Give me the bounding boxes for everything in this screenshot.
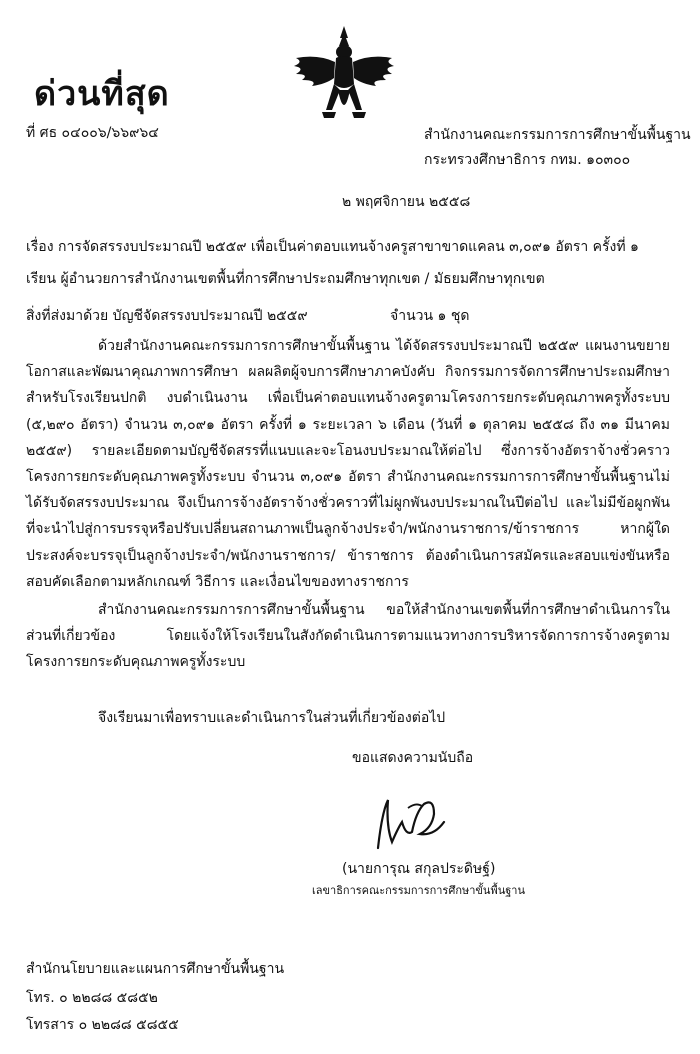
urgency-stamp: ด่วนที่สุด (34, 74, 170, 114)
telephone-number: โทร. ๐ ๒๒๘๘ ๕๘๕๒ (26, 990, 158, 1006)
enclosure-line: สิ่งที่ส่งมาด้วย บัญชีจัดสรรงบประมาณปี ๒๕๕๙ (26, 308, 308, 324)
body-paragraph-3: จึงเรียนมาเพื่อทราบและดำเนินการในส่วนที่เกี่ยวข้องต่อไป (98, 710, 446, 726)
body-paragraph-1: ด้วยสำนักงานคณะกรรมการการศึกษาขั้นพื้นฐาน ได้จัดสรรงบประมาณปี ๒๕๕๙ แผนงานขยายโอกาสและพัฒนาคุณภาพการศึกษา ผลผลิตผู้จบการศึกษาภาคบังคับ กิจกรรมการจัดการศึกษาประถมศึกษาสำหรับโรงเรียนปกติ งบดำเนินงาน เพื่อเป็นค่าตอบแทนจ้างครูตามโครงการยกระดับคุณภาพครูทั้งระบบ (๕,๒๙๐ อัตรา) จำนวน ๓,๐๙๑ อัตรา ครั้งที่ ๑ ระยะเวลา ๖ เดือน (วันที่ ๑ ตุลาคม ๒๕๕๘ ถึง ๓๑ มีนาคม ๒๕๕๙) รายละเอียดตามบัญชีจัดสรรที่แนบและจะโอนงบประมาณให้ต่อไป ซึ่งการจ้างอัตราจ้างชั่วคราวโครงการยกระดับคุณภาพครูทั้งระบบ จำนวน ๓,๐๙๑ อัตรา สำนักงานคณะกรรมการการศึกษาขั้นพื้นฐานไม่ได้รับจัดสรรงบประมาณ จึงเป็นการจ้างอัตราจ้างชั่วคราวที่ไม่ผูกพันงบประมาณในปีต่อไป และไม่มีข้อผูกพันที่จะนำไปสู่การบรรจุหรือปรับเปลี่ยนสถานภาพเป็นลูกจ้างประจำ/พนักงานราชการ/ข้าราชการ หากผู้ใดประสงค์จะบรรจุเป็นลูกจ้างประจำ/พนักงานราชการ/ ข้าราชการ ต้องดำเนินการสมัครและสอบแข่งขันหรือสอบคัดเลือกตามหลักเกณฑ์ วิธีการ และเงื่อนไขของทางราชการ (26, 338, 670, 590)
subject-line: เรื่อง การจัดสรรงบประมาณปี ๒๕๕๙ เพื่อเป็นค่าตอบแทนจ้างครูสาขาขาดแคลน ๓,๐๙๑ อัตรา ครั้งที่ ๑ (26, 239, 639, 255)
signatory-name: (นายการุณ สกุลประดิษฐ์) (342, 861, 496, 877)
signature-icon (372, 792, 452, 854)
garuda-emblem-icon (288, 24, 400, 126)
agency-name: สำนักงานคณะกรรมการการศึกษาขั้นพื้นฐาน (424, 127, 691, 143)
enclosure-quantity: จำนวน ๑ ชุด (390, 308, 470, 324)
document-number: ที่ ศธ ๐๔๐๐๖/๖๖๙๖๔ (26, 125, 159, 141)
issuing-office: สำนักนโยบายและแผนการศึกษาขั้นพื้นฐาน (26, 961, 285, 977)
body-paragraph-2: สำนักงานคณะกรรมการการศึกษาขั้นพื้นฐาน ขอให้สำนักงานเขตพื้นที่การศึกษาดำเนินการในส่วนที่เกี่ยวข้อง โดยแจ้งให้โรงเรียนในสังกัดดำเนินการตามแนวทางการบริหารจัดการการจ้างครูตามโครงการยกระดับคุณภาพครูทั้งระบบ (26, 602, 670, 671)
letter-date: ๒ พฤศจิกายน ๒๕๕๘ (342, 194, 471, 210)
closing-salutation: ขอแสดงความนับถือ (352, 750, 474, 766)
fax-number: โทรสาร ๐ ๒๒๘๘ ๕๘๕๕ (26, 1017, 179, 1033)
ministry-address: กระทรวงศึกษาธิการ กทม. ๑๐๓๐๐ (424, 152, 631, 168)
addressee-line: เรียน ผู้อำนวยการสำนักงานเขตพื้นที่การศึกษาประถมศึกษาทุกเขต / มัธยมศึกษาทุกเขต (26, 271, 545, 287)
signatory-title: เลขาธิการคณะกรรมการการศึกษาขั้นพื้นฐาน (312, 884, 525, 897)
